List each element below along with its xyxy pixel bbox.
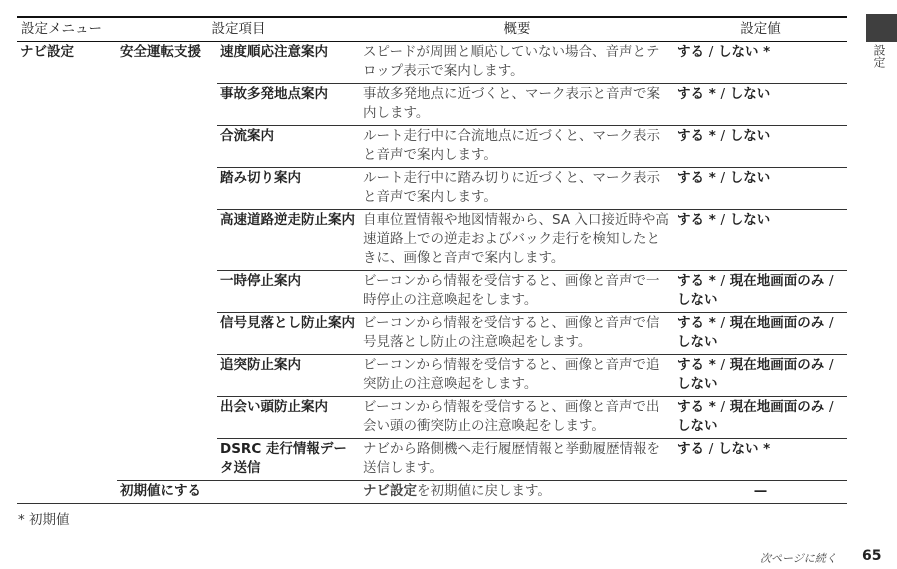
item-cell: 踏み切り案内 xyxy=(217,168,360,210)
value-cell: する * / 現在地画面のみ / しない xyxy=(674,397,847,439)
value-cell: する * / 現在地画面のみ / しない xyxy=(674,271,847,313)
desc-cell: スピードが周囲と順応していない場合、音声とテロップ表示で案内します。 xyxy=(360,42,674,84)
item-cell: 追突防止案内 xyxy=(217,355,360,397)
header-item: 設定項目 xyxy=(117,17,360,42)
desc-cell: ビーコンから情報を受信すると、画像と音声で追突防止の注意喚起をします。 xyxy=(360,355,674,397)
value-cell: する / しない * xyxy=(674,42,847,84)
header-desc: 概要 xyxy=(360,17,674,42)
value-cell: する * / 現在地画面のみ / しない xyxy=(674,313,847,355)
item-cell: 高速道路逆走防止案内 xyxy=(217,210,360,271)
reset-value: — xyxy=(674,481,847,504)
value-cell: する * / 現在地画面のみ / しない xyxy=(674,355,847,397)
value-cell: する * / しない xyxy=(674,84,847,126)
settings-table xyxy=(17,16,847,504)
header-value: 設定値 xyxy=(674,17,847,42)
item-cell: 出会い頭防止案内 xyxy=(217,397,360,439)
reset-desc: ナビ設定を初期値に戻します。 xyxy=(360,481,674,504)
menu-cell: ナビ設定 xyxy=(17,42,117,504)
item-cell: 合流案内 xyxy=(217,126,360,168)
header-menu: 設定メニュー xyxy=(17,17,117,42)
desc-cell: ビーコンから情報を受信すると、画像と音声で出会い頭の衝突防止の注意喚起をします。 xyxy=(360,397,674,439)
desc-cell: 自車位置情報や地図情報から、SA 入口接近時や高速道路上での逆走およびバック走行を検知したときに、画像と音声で案内します。 xyxy=(360,210,674,271)
value-cell: する * / しない xyxy=(674,210,847,271)
item-cell: 事故多発地点案内 xyxy=(217,84,360,126)
item-cell: 一時停止案内 xyxy=(217,271,360,313)
item-cell: DSRC 走行情報データ送信 xyxy=(217,439,360,481)
desc-cell: ルート走行中に合流地点に近づくと、マーク表示と音声で案内します。 xyxy=(360,126,674,168)
item-cell: 信号見落とし防止案内 xyxy=(217,313,360,355)
desc-cell: 事故多発地点に近づくと、マーク表示と音声で案内します。 xyxy=(360,84,674,126)
footnote: * 初期値 xyxy=(18,512,70,528)
group-cell: 安全運転支援 xyxy=(117,42,217,481)
value-cell: する * / しない xyxy=(674,168,847,210)
desc-cell: ビーコンから情報を受信すると、画像と音声で信号見落とし防止の注意喚起をします。 xyxy=(360,313,674,355)
header-row xyxy=(17,17,847,42)
value-cell: する * / しない xyxy=(674,126,847,168)
table-row xyxy=(17,42,847,84)
item-cell: 速度順応注意案内 xyxy=(217,42,360,84)
chapter-tab xyxy=(866,14,897,42)
desc-cell: ルート走行中に踏み切りに近づくと、マーク表示と音声で案内します。 xyxy=(360,168,674,210)
desc-cell: ナビから路側機へ走行履歴情報と挙動履歴情報を送信します。 xyxy=(360,439,674,481)
chapter-label: 設定 xyxy=(872,44,886,68)
reset-row xyxy=(17,481,847,504)
desc-cell: ビーコンから情報を受信すると、画像と音声で一時停止の注意喚起をします。 xyxy=(360,271,674,313)
page-number: 65 xyxy=(862,548,882,564)
value-cell: する / しない * xyxy=(674,439,847,481)
next-page-note: 次ページに続く xyxy=(760,552,837,565)
reset-label: 初期値にする xyxy=(117,481,360,504)
